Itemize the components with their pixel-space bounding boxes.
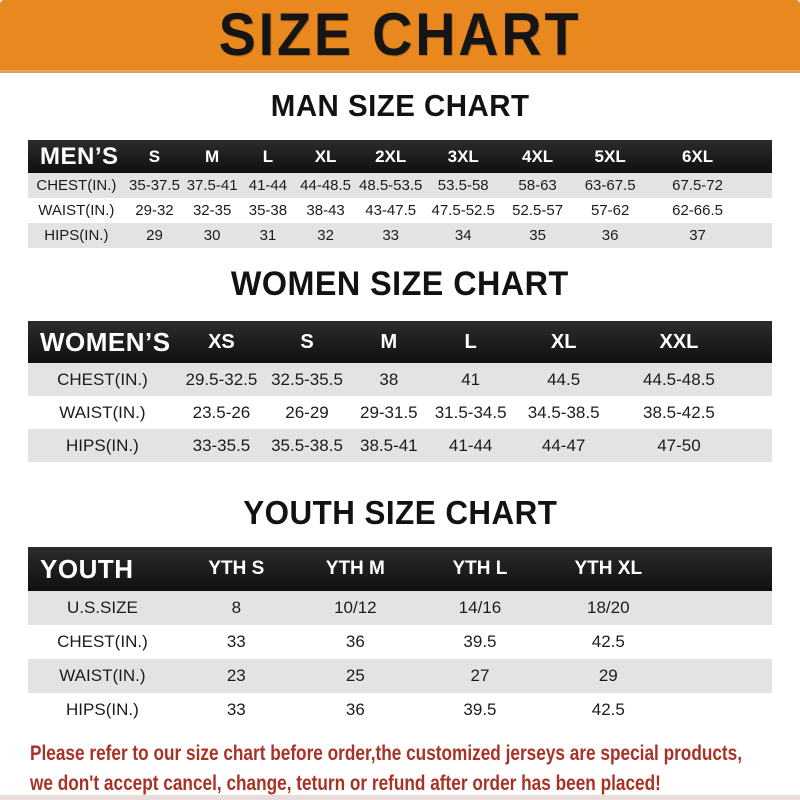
youth-value-r2-c1: 25 xyxy=(345,666,365,685)
youth-value-r3-c2: 39.5 xyxy=(463,700,497,719)
men-value-r0-c3: 44-48.5 xyxy=(300,177,352,194)
youth-size-table xyxy=(28,547,772,727)
youth-value-r3-c1: 36 xyxy=(345,700,365,719)
men-row-label-0: CHEST(IN.) xyxy=(36,177,117,194)
men-value-r2-c0: 29 xyxy=(146,227,163,244)
women-value-r2-c3: 41-44 xyxy=(448,435,493,455)
men-row-filler xyxy=(750,198,772,223)
youth-size-header-0: YTH S xyxy=(177,547,296,591)
women-size-header-3: L xyxy=(430,321,512,363)
women-size-header-2: M xyxy=(348,321,430,363)
men-header-row xyxy=(28,140,772,173)
youth-value-r3-c3: 42.5 xyxy=(591,700,625,719)
youth-row-label-1: CHEST(IN.) xyxy=(57,632,148,651)
women-row-label-0: CHEST(IN.) xyxy=(57,369,148,389)
youth-value-r0-c0: 8 xyxy=(231,598,242,617)
men-section-heading-text: MAN SIZE CHART xyxy=(270,88,530,123)
men-value-r1-c6: 52.5-57 xyxy=(512,202,564,219)
youth-header-filler xyxy=(672,547,772,591)
youth-row-label-2: WAIST(IN.) xyxy=(59,666,146,685)
men-value-r2-c1: 30 xyxy=(203,227,221,244)
youth-value-r0-c1: 10/12 xyxy=(334,598,377,617)
men-value-r0-c6: 58-63 xyxy=(518,177,557,194)
youth-table-title: YOUTH xyxy=(28,547,177,591)
men-value-r0-c4: 48.5-53.5 xyxy=(358,177,423,194)
women-value-r2-c2: 38.5-41 xyxy=(359,435,418,455)
youth-row-filler xyxy=(672,693,772,727)
women-size-header-0: XS xyxy=(177,321,266,363)
women-size-header-1: S xyxy=(266,321,348,363)
women-section-heading-text: WOMEN SIZE CHART xyxy=(231,265,569,303)
men-measure-row-0 xyxy=(28,173,772,198)
women-value-r2-c4: 44-47 xyxy=(541,435,586,455)
women-header-filler xyxy=(742,321,772,363)
men-size-header-5: 3XL xyxy=(426,140,500,173)
men-measure-row-2 xyxy=(28,223,772,248)
women-value-r0-c5: 44.5-48.5 xyxy=(643,369,715,389)
men-size-table xyxy=(28,140,772,248)
women-measure-row-1 xyxy=(28,396,772,429)
women-row-filler xyxy=(742,429,772,462)
size-chart-banner xyxy=(0,0,800,73)
men-size-header-6: 4XL xyxy=(500,140,574,173)
women-value-r0-c4: 44.5 xyxy=(547,369,581,389)
youth-row-filler xyxy=(672,659,772,693)
women-row-label-2: HIPS(IN.) xyxy=(66,435,139,455)
women-size-header-5: XXL xyxy=(616,321,742,363)
youth-value-r2-c3: 29 xyxy=(598,666,618,685)
women-value-r1-c2: 29-31.5 xyxy=(359,402,418,422)
men-value-r1-c5: 47.5-52.5 xyxy=(431,202,495,219)
youth-measure-row-1 xyxy=(28,625,772,659)
men-section-heading xyxy=(0,89,800,123)
women-value-r1-c3: 31.5-34.5 xyxy=(434,402,507,422)
women-measure-row-0 xyxy=(28,363,772,396)
youth-value-r0-c3: 18/20 xyxy=(587,598,630,617)
women-row-label-1: WAIST(IN.) xyxy=(59,402,146,422)
men-value-r2-c2: 31 xyxy=(259,227,277,244)
men-row-label-2: HIPS(IN.) xyxy=(44,227,109,244)
men-size-header-7: 5XL xyxy=(575,140,646,173)
women-value-r2-c1: 35.5-38.5 xyxy=(271,435,343,455)
youth-value-r1-c3: 42.5 xyxy=(591,632,625,651)
women-value-r1-c5: 38.5-42.5 xyxy=(643,402,715,422)
youth-row-filler xyxy=(672,591,772,625)
women-value-r2-c0: 33-35.5 xyxy=(192,435,251,455)
order-notice-line-1: Please refer to our size chart before order,the customized jerseys are special products, xyxy=(30,742,743,765)
men-header-filler xyxy=(750,140,772,173)
men-value-r1-c4: 43-47.5 xyxy=(365,202,417,219)
men-size-header-0: S xyxy=(125,140,185,173)
order-notice xyxy=(30,739,800,799)
women-row-filler xyxy=(742,396,772,429)
women-value-r2-c5: 47-50 xyxy=(657,435,701,455)
men-value-r1-c0: 29-32 xyxy=(135,202,174,219)
men-value-r0-c0: 35-37.5 xyxy=(129,177,180,194)
bottom-edge-strip xyxy=(0,795,800,800)
women-value-r1-c1: 26-29 xyxy=(285,402,329,422)
men-row-label-1: WAIST(IN.) xyxy=(38,202,115,219)
youth-section-heading-text: YOUTH SIZE CHART xyxy=(242,494,558,531)
men-value-r0-c1: 37.5-41 xyxy=(186,177,238,194)
men-size-header-2: L xyxy=(240,140,296,173)
women-row-filler xyxy=(742,363,772,396)
men-value-r1-c1: 32-35 xyxy=(192,202,232,219)
men-value-r0-c5: 53.5-58 xyxy=(437,177,489,194)
youth-value-r1-c0: 33 xyxy=(226,632,246,651)
men-size-header-4: 2XL xyxy=(355,140,426,173)
youth-value-r1-c1: 36 xyxy=(345,632,365,651)
men-value-r2-c4: 33 xyxy=(382,227,400,244)
women-value-r0-c2: 38 xyxy=(379,369,399,389)
women-table-title: WOMEN’S xyxy=(28,321,177,363)
youth-measure-row-0 xyxy=(28,591,772,625)
men-value-r1-c7: 57-62 xyxy=(590,202,630,219)
youth-row-label-3: HIPS(IN.) xyxy=(66,700,139,719)
youth-header-row xyxy=(28,547,772,591)
men-value-r0-c2: 41-44 xyxy=(248,177,288,194)
youth-measure-row-3 xyxy=(28,693,772,727)
men-value-r2-c8: 37 xyxy=(689,227,706,244)
men-row-filler xyxy=(750,173,772,198)
women-size-header-4: XL xyxy=(512,321,616,363)
men-value-r1-c2: 35-38 xyxy=(248,202,288,219)
youth-value-r2-c2: 27 xyxy=(470,666,490,685)
women-header-row xyxy=(28,321,772,363)
women-value-r1-c4: 34.5-38.5 xyxy=(527,402,600,422)
men-value-r2-c5: 34 xyxy=(454,227,472,244)
women-value-r1-c0: 23.5-26 xyxy=(192,402,251,422)
men-size-header-3: XL xyxy=(296,140,356,173)
women-value-r0-c3: 41 xyxy=(461,369,481,389)
youth-size-header-2: YTH L xyxy=(415,547,545,591)
men-value-r0-c7: 63-67.5 xyxy=(584,177,636,194)
men-value-r2-c6: 35 xyxy=(529,227,546,244)
size-chart-content xyxy=(0,89,800,727)
men-table-title: MEN’S xyxy=(28,140,125,173)
men-measure-row-1 xyxy=(28,198,772,223)
men-value-r1-c3: 38-43 xyxy=(306,202,345,219)
women-measure-row-2 xyxy=(28,429,772,462)
women-size-table xyxy=(28,321,772,462)
women-value-r0-c0: 29.5-32.5 xyxy=(185,369,258,389)
men-value-r2-c7: 36 xyxy=(601,227,619,244)
youth-value-r2-c0: 23 xyxy=(226,666,246,685)
men-row-filler xyxy=(750,223,772,248)
youth-size-header-3: YTH XL xyxy=(545,547,671,591)
men-size-header-1: M xyxy=(184,140,240,173)
youth-value-r3-c0: 33 xyxy=(226,700,246,719)
youth-section-heading xyxy=(0,495,800,531)
men-size-header-8: 6XL xyxy=(645,140,749,173)
women-section-heading xyxy=(0,266,800,303)
men-value-r2-c3: 32 xyxy=(317,227,334,244)
banner-title: SIZE CHART xyxy=(218,1,582,68)
order-notice-line-2: we don't accept cancel, change, teturn or refund after order has been placed! xyxy=(30,772,661,795)
youth-row-filler xyxy=(672,625,772,659)
men-value-r0-c8: 67.5-72 xyxy=(672,177,723,194)
youth-measure-row-2 xyxy=(28,659,772,693)
youth-value-r0-c2: 14/16 xyxy=(458,598,502,617)
men-value-r1-c8: 62-66.5 xyxy=(672,202,723,219)
youth-value-r1-c2: 39.5 xyxy=(463,632,497,651)
youth-row-label-0: U.S.SIZE xyxy=(66,598,138,617)
women-value-r0-c1: 32.5-35.5 xyxy=(271,369,343,389)
youth-size-header-1: YTH M xyxy=(296,547,415,591)
